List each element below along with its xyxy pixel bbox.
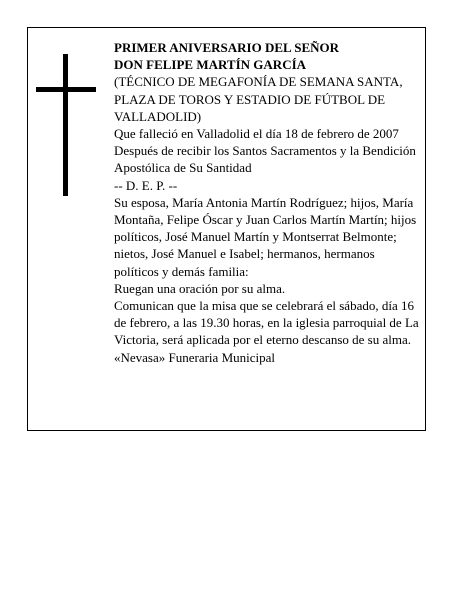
funeral-home: «Nevasa» Funeraria Municipal xyxy=(114,349,276,365)
cross-icon xyxy=(36,54,96,196)
cross-horizontal-bar xyxy=(36,87,96,92)
obituary-text xyxy=(114,39,420,366)
prayer-request: Ruegan una oración por su alma. xyxy=(114,280,286,296)
notice-title-line-2: DON FELIPE MARTÍN GARCÍA xyxy=(114,57,307,73)
death-statement: Que falleció en Valladolid el día 18 de febrero de 2007 xyxy=(114,126,399,142)
cross-vertical-bar xyxy=(63,54,68,196)
family-list: Su esposa, María Antonia Martín Rodríguez; hijos, María Montaña, Felipe Óscar y Juan Carlos Martín Martín; hijos políticos, José Manuel Martín y Montserrat Belmonte; nietos, José Manuel e Isabel; hermanos, hermanos políticos y demás familia: xyxy=(114,194,417,279)
sacraments-statement: Después de recibir los Santos Sacramentos y la Bendición Apostólica de Su Santidad xyxy=(114,143,416,176)
rest-in-peace: -- D. E. P. -- xyxy=(114,177,178,193)
notice-title-line-1: PRIMER ANIVERSARIO DEL SEÑOR xyxy=(114,40,340,55)
deceased-role: (TÉCNICO DE MEGAFONÍA DE SEMANA SANTA, PLAZA DE TOROS Y ESTADIO DE FÚTBOL DE VALLADOLID) xyxy=(114,74,403,124)
mass-announcement: Comunican que la misa que se celebrará el sábado, día 16 de febrero, a las 19.30 horas, en la iglesia parroquial de La Victoria, será aplicada por el eterno descanso de su alma. xyxy=(114,298,419,348)
